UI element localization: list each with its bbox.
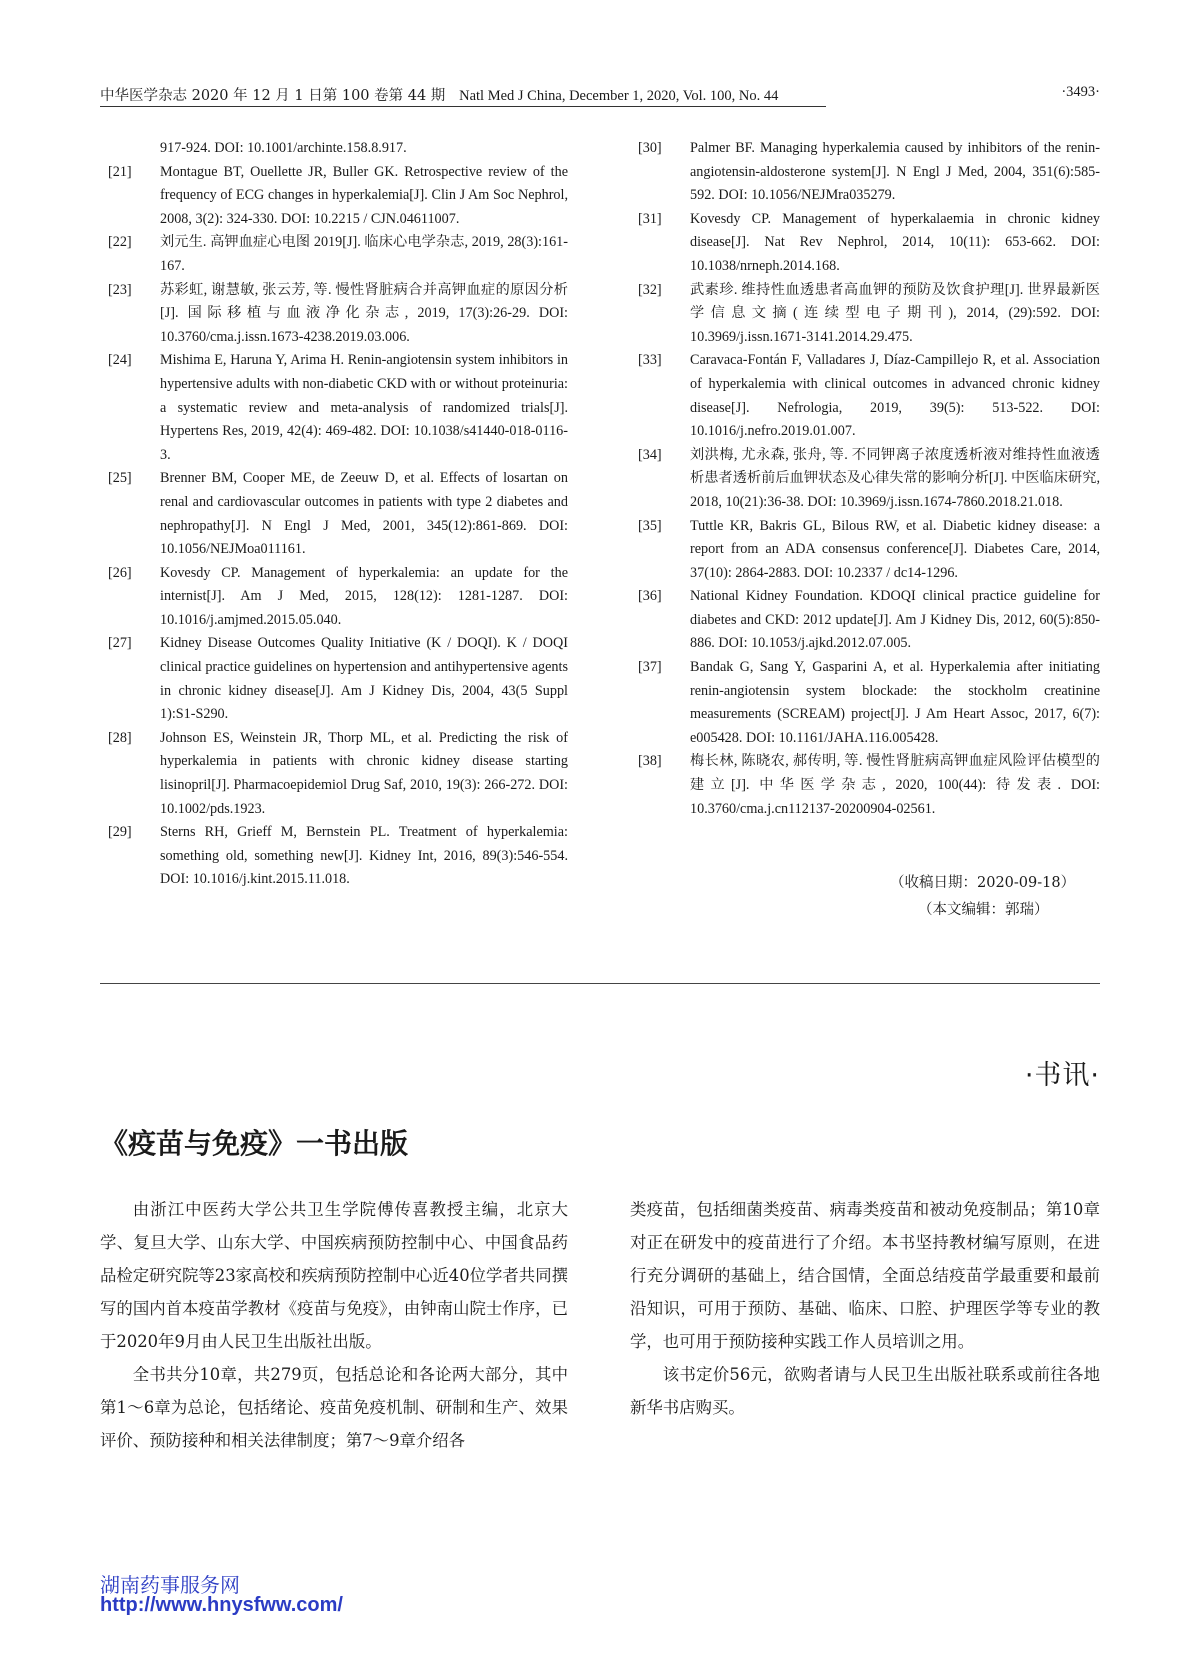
- reference-text: Sterns RH, Grieff M, Bernstein PL. Treatment of hyperkalemia: something old, something new[J]. Kidney Int, 2016, 89(3):546-554. DOI: 10.1016/j.kint.2015.11.018.: [160, 824, 568, 888]
- reference-text: Tuttle KR, Bakris GL, Bilous RW, et al. Diabetic kidney disease: a report from an ADA consensus conference[J]. Diabetes Care, 2014, 37(10): 2864-2883. DOI: 10.2337 / dc14-1296.: [690, 517, 1100, 581]
- reference-number: [26]: [108, 564, 132, 581]
- reference-number: [36]: [638, 588, 662, 605]
- footer-site-name: 湖南药事服务网: [100, 1573, 240, 1597]
- reference-text: 苏彩虹, 谢慧敏, 张云芳, 等. 慢性肾脏病合并高钾血症的原因分析[J]. 国际移植与血液净化杂志, 2019, 17(3):26-29. DOI: 10.3760/cma.j.issn.1673-4238.2019.03.006.: [160, 281, 568, 345]
- reference-text: Caravaca-Fontán F, Valladares J, Díaz-Campillejo R, et al. Association of hyperkalemia with clinical outcomes in advanced chronic kidney disease[J]. Nefrologia, 2019, 39(5): 513-522. DOI: 10.1016/j.nefro.2019.01.007.: [690, 352, 1100, 440]
- reference-item: [638, 137, 1100, 208]
- reference-number: [37]: [638, 659, 662, 676]
- reference-list-right: [638, 137, 1100, 821]
- reference-item: [108, 279, 568, 350]
- reference-item: [638, 208, 1100, 279]
- header-underline: [100, 106, 826, 107]
- reference-number: [23]: [108, 281, 132, 298]
- reference-continuation: 917-924. DOI: 10.1001/archinte.158.8.917.: [160, 140, 407, 156]
- reference-number: [31]: [638, 210, 662, 227]
- reference-text: 刘洪梅, 尤永森, 张舟, 等. 不同钾离子浓度透析液对维持性血液透析患者透析前后血钾状态及心律失常的影响分析[J]. 中医临床研究, 2018, 10(21):36-38. DOI: 10.3969/j.issn.1674-7860.2018.21.018.: [690, 446, 1100, 510]
- received-date: （收稿日期：2020-09-18）: [890, 875, 1076, 891]
- reference-number: [28]: [108, 729, 132, 746]
- reference-text: 武素珍. 维持性血透患者高血钾的预防及饮食护理[J]. 世界最新医学信息文摘(连续型电子期刊), 2014, (29):592. DOI: 10.3969/j.issn.1671-3141.2014.29.475.: [690, 281, 1100, 345]
- reference-number: [27]: [108, 635, 132, 652]
- journal-cn: 中华医学杂志 2020 年 12 月 1 日第 100 卷第 44 期: [100, 88, 446, 104]
- section-tag: ·书讯·: [1024, 1060, 1100, 1091]
- reference-item: [638, 515, 1100, 586]
- reference-list-left: [108, 161, 568, 892]
- reference-item: [638, 585, 1100, 656]
- reference-text: Kidney Disease Outcomes Quality Initiative (K / DOQI). K / DOQI clinical practice guidelines on hypertension and antihypertensive agents in chronic kidney disease[J]. Am J Kidney Dis, 2004, 43(5 Suppl 1):S1-S290.: [160, 635, 568, 723]
- reference-item: [108, 231, 568, 278]
- reference-item: [108, 632, 568, 726]
- reference-item: [108, 727, 568, 821]
- paragraph: 由浙江中医药大学公共卫生学院傅传喜教授主编，北京大学、复旦大学、山东大学、中国疾病预防控制中心、中国食品药品检定研究院等23家高校和疾病预防控制中心近40位学者共同撰写的国内首本疫苗学教材《疫苗与免疫》，由钟南山院士作序，已于2020年9月由人民卫生出版社出版。: [100, 1200, 568, 1351]
- article-body-left: [100, 1193, 568, 1457]
- article-body-right: [630, 1193, 1100, 1424]
- article-editor: （本文编辑：郭瑞）: [918, 902, 1049, 918]
- paragraph: 全书共分10章，共279页，包括总论和各论两大部分，其中第1～6章为总论，包括绪论、疫苗免疫机制、研制和生产、效果评价、预防接种和相关法律制度；第7～9章介绍各: [100, 1365, 568, 1450]
- reference-text: 刘元生. 高钾血症心电图 2019[J]. 临床心电学杂志, 2019, 28(3):161-167.: [160, 234, 568, 274]
- reference-item: [638, 279, 1100, 350]
- reference-text: Johnson ES, Weinstein JR, Thorp ML, et al. Predicting the risk of hyperkalemia in patients with chronic kidney disease starting lisinopril[J]. Pharmacoepidemiol Drug Saf, 2010, 19(3): 266-272. DOI: 10.1002/pds.1923.: [160, 729, 568, 817]
- reference-item: [108, 821, 568, 892]
- reference-text: 梅长林, 陈晓农, 郝传明, 等. 慢性肾脏病高钾血症风险评估模型的建立[J]. 中华医学杂志, 2020, 100(44): 待发表. DOI: 10.3760/cma.j.cn112137-20200904-02561.: [690, 753, 1100, 817]
- reference-text: Kovesdy CP. Management of hyperkalaemia in chronic kidney disease[J]. Nat Rev Nephrol, 2014, 10(11): 653-662. DOI: 10.1038/nrneph.2014.168.: [690, 210, 1100, 274]
- reference-item: [638, 444, 1100, 515]
- references-column-left: [108, 137, 568, 892]
- reference-number: [29]: [108, 824, 132, 841]
- journal-citation: [100, 84, 778, 105]
- reference-number: [25]: [108, 470, 132, 487]
- reference-text: Bandak G, Sang Y, Gasparini A, et al. Hyperkalemia after initiating renin-angiotensin system blockade: the stockholm creatinine measurements (SCREAM) project[J]. J Am Heart Assoc, 2017, 6(7): e005428. DOI: 10.1161/JAHA.116.005428.: [690, 659, 1100, 746]
- reference-text: Mishima E, Haruna Y, Arima H. Renin-angiotensin system inhibitors in hypertensive adults with non-diabetic CKD with or without proteinuria: a systematic review and meta-analysis of randomized trials[J]. Hypertens Res, 2019, 42(4): 469-482. DOI: 10.1038/s41440-018-0116-3.: [160, 352, 568, 463]
- reference-item: [108, 161, 568, 232]
- reference-item: [108, 467, 568, 561]
- paragraph-continued: 类疫苗，包括细菌类疫苗、病毒类疫苗和被动免疫制品；第10章对正在研发中的疫苗进行了介绍。本书坚持教材编写原则，在进行充分调研的基础上，结合国情，全面总结疫苗学最重要和最前沿知识，可用于预防、基础、临床、口腔、护理医学等专业的教学，也可用于预防接种实践工作人员培训之用。: [630, 1200, 1100, 1351]
- reference-item: [638, 349, 1100, 443]
- reference-text: Kovesdy CP. Management of hyperkalemia: an update for the internist[J]. Am J Med, 2015, 128(12): 1281-1287. DOI: 10.1016/j.amjmed.2015.05.040.: [160, 564, 568, 628]
- article-title: 《疫苗与免疫》一书出版: [100, 1127, 409, 1160]
- reference-text: Brenner BM, Cooper ME, de Zeeuw D, et al. Effects of losartan on renal and cardiovascular outcomes in patients with type 2 diabetes and nephropathy[J]. N Engl J Med, 2001, 345(12):861-869. DOI: 10.1056/NEJMoa011161.: [160, 470, 568, 558]
- reference-text: Montague BT, Ouellette JR, Buller GK. Retrospective review of the frequency of ECG changes in hyperkalemia[J]. Clin J Am Soc Nephrol, 2008, 3(2): 324-330. DOI: 10.2215 / CJN.04611007.: [160, 163, 568, 227]
- footer-site-url[interactable]: http://www.hnysfww.com/: [100, 1594, 343, 1616]
- reference-number: [35]: [638, 517, 662, 534]
- reference-item: [638, 750, 1100, 821]
- reference-item: [638, 656, 1100, 750]
- reference-number: [38]: [638, 753, 662, 770]
- reference-number: [24]: [108, 352, 132, 369]
- running-header: [100, 84, 1100, 108]
- reference-number: [34]: [638, 446, 662, 463]
- reference-number: [21]: [108, 163, 132, 180]
- references-column-right: [638, 137, 1100, 821]
- reference-number: [30]: [638, 140, 662, 156]
- paragraph: 该书定价56元，欲购者请与人民卫生出版社联系或前往各地新华书店购买。: [630, 1365, 1100, 1417]
- reference-item: [108, 349, 568, 467]
- page-number: ·3493·: [1061, 84, 1100, 100]
- reference-number: [33]: [638, 352, 662, 369]
- reference-number: [32]: [638, 281, 662, 298]
- section-divider: [100, 983, 1100, 984]
- reference-text: Palmer BF. Managing hyperkalemia caused by inhibitors of the renin-angiotensin-aldosterone system[J]. N Engl J Med, 2004, 351(6):585-592. DOI: 10.1056/NEJMra035279.: [690, 140, 1100, 204]
- journal-en: Natl Med J China, December 1, 2020, Vol. 100, No. 44: [459, 88, 779, 104]
- reference-number: [22]: [108, 234, 132, 251]
- reference-item: [108, 562, 568, 633]
- reference-text: National Kidney Foundation. KDOQI clinical practice guideline for diabetes and CKD: 2012 update[J]. Am J Kidney Dis, 2012, 60(5):850-886. DOI: 10.1053/j.ajkd.2012.07.005.: [690, 588, 1100, 652]
